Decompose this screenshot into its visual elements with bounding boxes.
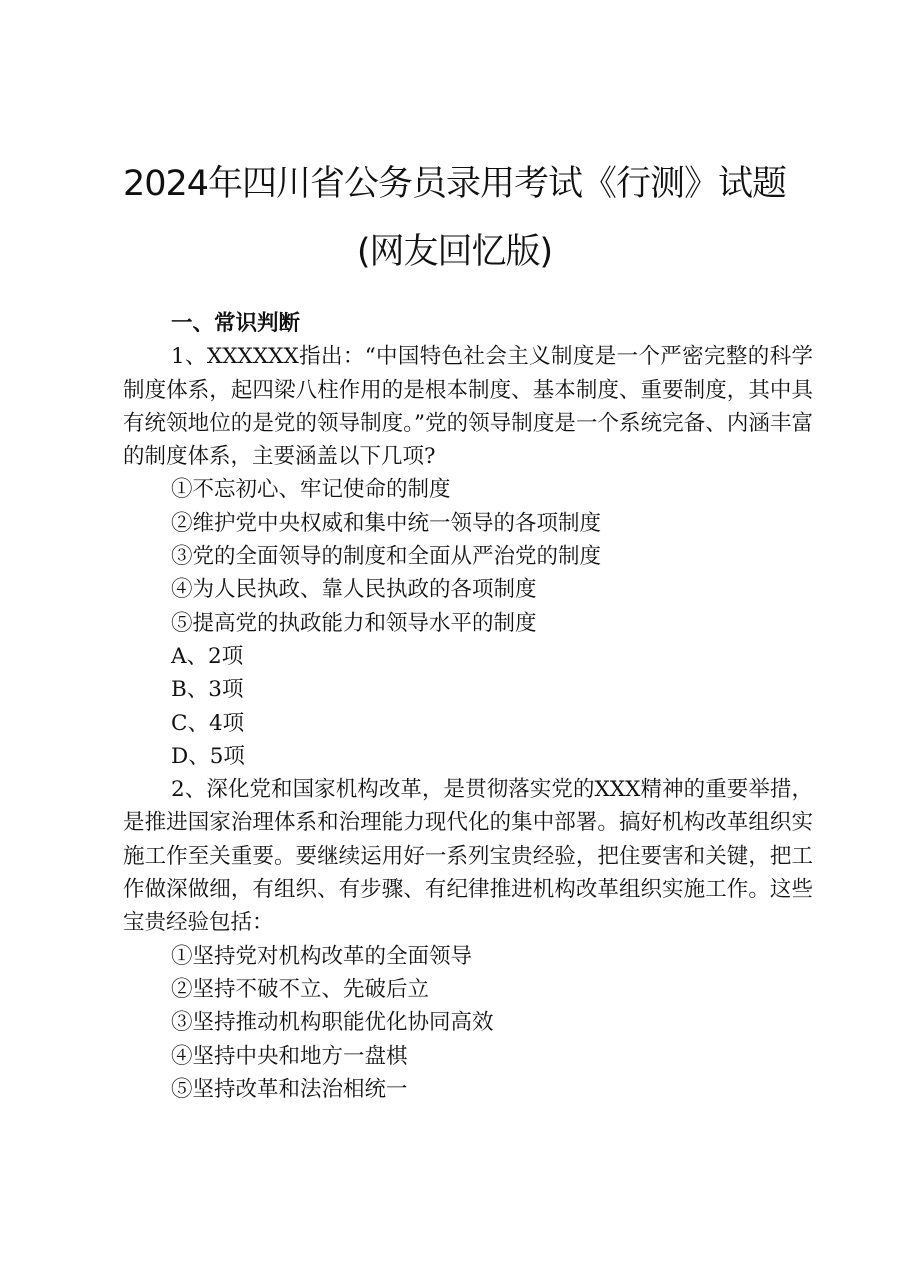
document-subtitle: (网友回忆版) — [356, 232, 553, 272]
statement-item: ②维护党中央权威和集中统一领导的各项制度 — [171, 510, 602, 536]
statement-item: ①不忘初心、牢记使命的制度 — [171, 477, 451, 503]
document-title: 2024年四川省公务员录用考试《行测》试题 — [122, 164, 787, 204]
statement-item: ⑤坚持改革和法治相统一 — [171, 1076, 408, 1102]
statement-item: ④为人民执政、靠人民执政的各项制度 — [171, 577, 537, 603]
document-body — [123, 307, 813, 1106]
statement-item: ④坚持中央和地方一盘棋 — [171, 1043, 408, 1069]
answer-choice: C、4项 — [171, 710, 245, 736]
statement-item: ②坚持不破不立、先破后立 — [171, 976, 430, 1002]
statement-item: ⑤提高党的执政能力和领导水平的制度 — [171, 610, 537, 636]
answer-choice: A、2项 — [171, 643, 244, 669]
statement-item: ①坚持党对机构改革的全面领导 — [171, 943, 473, 969]
answer-choice: D、5项 — [171, 743, 245, 769]
answer-choice: B、3项 — [171, 677, 244, 703]
question-1 — [123, 340, 813, 773]
section-heading: 一、常识判断 — [171, 311, 301, 336]
question-2 — [123, 773, 813, 1106]
question-stem: 1、XXXXXX指出：“中国特色社会主义制度是一个严密完整的科学制度体系，起四梁八柱作用的是根本制度、基本制度、重要制度，其中具有统领地位的是党的领导制度。”党的领导制度是一个系统完备、内涵丰富的制度体系，主要涵盖以下几项? — [123, 344, 813, 470]
question-stem: 2、深化党和国家机构改革，是贯彻落实党的XXX精神的重要举措，是推进国家治理体系和治理能力现代化的集中部署。搞好机构改革组织实施工作至关重要。要继续运用好一系列宝贵经验，把住要害和关键，把工作做深做细，有组织、有步骤、有纪律推进机构改革组织实施工作。这些宝贵经验包括： — [123, 777, 813, 936]
statement-item: ③党的全面领导的制度和全面从严治党的制度 — [171, 544, 602, 570]
statement-item: ③坚持推动机构职能优化协同高效 — [171, 1010, 494, 1036]
